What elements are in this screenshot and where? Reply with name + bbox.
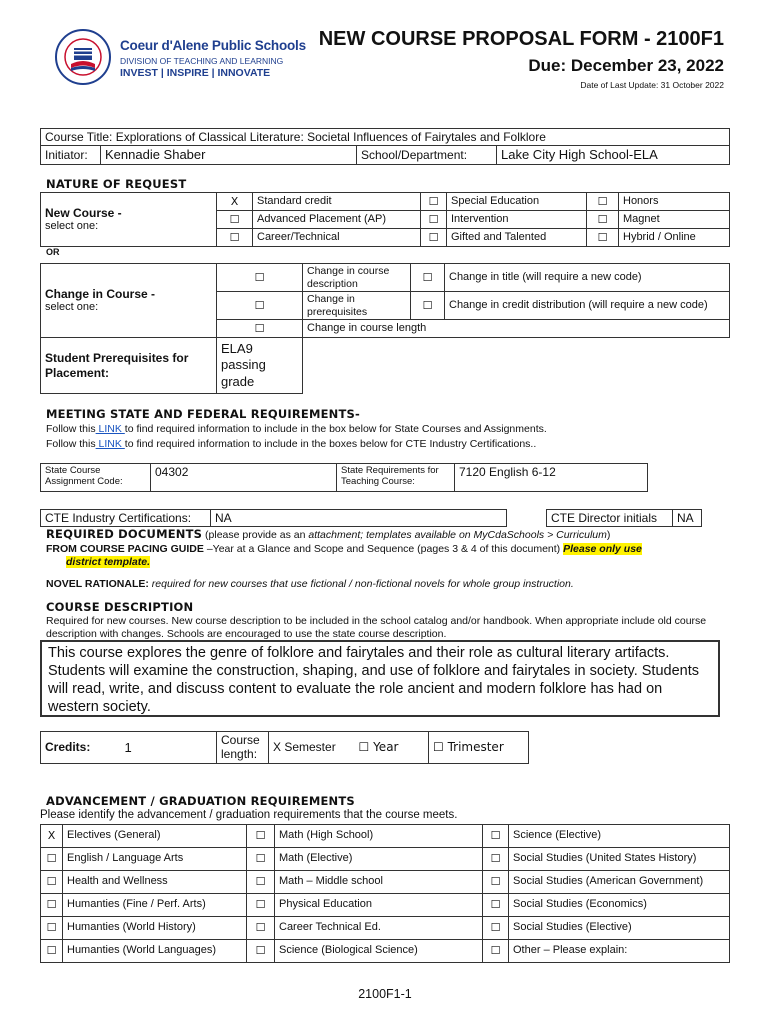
prereq-blank — [303, 338, 730, 394]
req-ss-elective: Social Studies (Elective) — [509, 917, 730, 940]
checkbox-electives[interactable]: X — [41, 825, 63, 848]
option-change-title: Change in title (will require a new code) — [445, 264, 730, 292]
req-world-languages: Humanties (World Languages) — [63, 940, 247, 963]
checkbox-special-ed[interactable]: ☐ — [421, 193, 447, 211]
option-career: Career/Technical — [253, 229, 421, 247]
required-note-pre: (please provide as an — [202, 529, 309, 541]
description-heading: COURSE DESCRIPTION — [46, 600, 194, 614]
new-course-label-cell — [41, 193, 217, 247]
advancement-table — [40, 824, 730, 963]
cte-certifications-link[interactable]: LINK — [95, 438, 125, 450]
cte-director-value[interactable]: NA — [673, 510, 702, 527]
req-fine-arts: Humanties (Fine / Perf. Arts) — [63, 894, 247, 917]
last-update: Date of Last Update: 31 October 2022 — [580, 80, 724, 90]
checkbox-gifted[interactable]: ☐ — [421, 229, 447, 247]
checkbox-ap[interactable]: ☐ — [217, 211, 253, 229]
checkbox-economics[interactable]: ☐ — [483, 894, 509, 917]
req-world-history: Humanties (World History) — [63, 917, 247, 940]
division-name: DIVISION OF TEACHING AND LEARNING — [120, 56, 284, 66]
checkbox-fine-arts[interactable]: ☐ — [41, 894, 63, 917]
option-change-length: Change in course length — [303, 320, 730, 338]
req-electives: Electives (General) — [63, 825, 247, 848]
credits-table — [40, 731, 529, 764]
credits-value[interactable]: 1 — [121, 732, 217, 764]
state-courses-link[interactable]: LINK — [95, 423, 125, 435]
state-req-label: State Requirements for Teaching Course: — [337, 464, 455, 492]
required-heading: REQUIRED DOCUMENTS — [46, 527, 203, 541]
meeting-line1 — [46, 423, 547, 435]
checkbox-math-hs[interactable]: ☐ — [247, 825, 275, 848]
semester-option[interactable]: X Semester — [269, 732, 355, 764]
pacing-highlight-2: district template. — [66, 556, 151, 568]
option-change-prereq: Change in prerequisites — [303, 292, 411, 320]
checkbox-ss-elective[interactable]: ☐ — [483, 917, 509, 940]
meeting-line2-post: to find required information to include in the boxes below for CTE Industry Certifications.. — [124, 438, 537, 450]
req-math-ms: Math – Middle school — [275, 871, 483, 894]
pacing-text: –Year at a Glance and Scope and Sequence (pages 3 & 4 of this document) — [203, 543, 564, 555]
req-math-elective: Math (Elective) — [275, 848, 483, 871]
checkbox-world-history[interactable]: ☐ — [41, 917, 63, 940]
advancement-row — [41, 917, 730, 940]
checkbox-english[interactable]: ☐ — [41, 848, 63, 871]
meeting-line2-pre: Follow this — [46, 438, 96, 450]
form-title: NEW COURSE PROPOSAL FORM - 2100F1 — [318, 28, 724, 50]
checkbox-honors[interactable]: ☐ — [587, 193, 619, 211]
option-gifted: Gifted and Talented — [447, 229, 587, 247]
pacing-highlight-1: Please only use — [563, 543, 642, 555]
req-pe: Physical Education — [275, 894, 483, 917]
district-seal-icon — [54, 28, 112, 86]
advancement-row — [41, 825, 730, 848]
checkbox-change-credit[interactable]: ☐ — [411, 292, 445, 320]
req-health: Health and Wellness — [63, 871, 247, 894]
change-course-label: Change in Course - — [45, 286, 156, 301]
checkbox-other[interactable]: ☐ — [483, 940, 509, 963]
checkbox-health[interactable]: ☐ — [41, 871, 63, 894]
cte-table — [40, 509, 702, 527]
district-motto: INVEST | INSPIRE | INNOVATE — [120, 67, 271, 79]
checkbox-bio-science[interactable]: ☐ — [247, 940, 275, 963]
cte-blank — [507, 510, 547, 527]
checkbox-math-elective[interactable]: ☐ — [247, 848, 275, 871]
req-other: Other – Please explain: — [509, 940, 730, 963]
change-course-label-cell — [41, 264, 217, 338]
due-date: Due: December 23, 2022 — [528, 56, 724, 75]
novel-bold: NOVEL RATIONALE: — [46, 578, 149, 590]
req-math-hs: Math (High School) — [275, 825, 483, 848]
meeting-line1-post: to find required information to include in the box below for State Courses and Assignments. — [124, 423, 547, 435]
change-course-select: select one: — [45, 301, 99, 314]
change-course-table — [40, 263, 730, 394]
req-american-gov: Social Studies (American Government) — [509, 871, 730, 894]
checkbox-intervention[interactable]: ☐ — [421, 211, 447, 229]
option-change-credit: Change in credit distribution (will require a new code) — [445, 292, 730, 320]
checkbox-us-history[interactable]: ☐ — [483, 848, 509, 871]
checkbox-magnet[interactable]: ☐ — [587, 211, 619, 229]
credits-label: Credits: — [41, 732, 121, 764]
prereq-label: Student Prerequisites for Placement: — [41, 338, 217, 394]
checkbox-american-gov[interactable]: ☐ — [483, 871, 509, 894]
option-hybrid: Hybrid / Online — [619, 229, 730, 247]
district-name: Coeur d'Alene Public Schools — [120, 38, 306, 53]
district-logo — [54, 28, 306, 84]
description-text[interactable]: This course explores the genre of folklore and fairytales and their role as cultural literary artifacts. Students will examine the construction, shaping, and use of folklore and fairytales in society. Students will read, write, and discuss content to evaluate the role ancient and modern folklore has had on western society. — [40, 640, 720, 717]
option-special-ed: Special Education — [447, 193, 587, 211]
cte-label: CTE Industry Certifications: — [41, 510, 211, 527]
option-honors: Honors — [619, 193, 730, 211]
department-label: School/Department: — [357, 146, 497, 165]
course-length-label: Course length: — [217, 732, 269, 764]
page-number: 2100F1-1 — [358, 987, 412, 1001]
state-req-value[interactable]: 7120 English 6-12 — [455, 464, 648, 492]
year-option[interactable]: ☐ Year — [355, 732, 429, 764]
checkbox-change-length[interactable]: ☐ — [217, 320, 303, 338]
cte-director-label: CTE Director initials — [547, 510, 673, 527]
checkbox-science-elective[interactable]: ☐ — [483, 825, 509, 848]
novel-text: required for new courses that use fictional / non-fictional novels for whole group instruction. — [148, 578, 574, 590]
required-note-em: attachment; templates available on MyCdaSchools > Curriculum — [308, 529, 607, 541]
pacing-guide-line — [46, 543, 642, 555]
checkbox-change-desc[interactable]: ☐ — [217, 264, 303, 292]
prereq-value[interactable]: ELA9 passing grade — [217, 338, 303, 394]
description-instructions: Required for new courses. New course description to be included in the school catalog and/or handbook. When appropriate include old course description with changes. Schools are encouraged to use the state course description. — [46, 615, 707, 641]
department-value[interactable]: Lake City High School-ELA — [497, 146, 730, 165]
new-course-table — [40, 192, 730, 247]
required-docs-line — [46, 527, 610, 541]
trimester-option[interactable]: ☐ Trimester — [429, 732, 529, 764]
initiator-label: Initiator: — [41, 146, 101, 165]
req-cte: Career Technical Ed. — [275, 917, 483, 940]
checkbox-hybrid[interactable]: ☐ — [587, 229, 619, 247]
novel-rationale-line — [46, 578, 574, 590]
option-intervention: Intervention — [447, 211, 587, 229]
option-change-desc: Change in course description — [303, 264, 411, 292]
req-science-elective: Science (Elective) — [509, 825, 730, 848]
req-us-history: Social Studies (United States History) — [509, 848, 730, 871]
checkbox-change-title[interactable]: ☐ — [411, 264, 445, 292]
req-economics: Social Studies (Economics) — [509, 894, 730, 917]
checkbox-cte[interactable]: ☐ — [247, 917, 275, 940]
new-course-label: New Course - — [45, 205, 122, 220]
state-code-value[interactable]: 04302 — [151, 464, 337, 492]
checkbox-career[interactable]: ☐ — [217, 229, 253, 247]
advancement-row — [41, 894, 730, 917]
advancement-row — [41, 848, 730, 871]
initiator-value[interactable]: Kennadie Shaber — [101, 146, 357, 165]
course-info-table — [40, 128, 730, 165]
advancement-row — [41, 940, 730, 963]
req-bio-science: Science (Biological Science) — [275, 940, 483, 963]
checkbox-standard[interactable]: X — [217, 193, 253, 211]
checkbox-change-prereq[interactable]: ☐ — [217, 292, 303, 320]
pacing-bold: FROM COURSE PACING GUIDE — [46, 543, 204, 555]
nature-heading: NATURE OF REQUEST — [46, 177, 187, 191]
or-label: OR — [46, 247, 60, 257]
checkbox-pe[interactable]: ☐ — [247, 894, 275, 917]
meeting-line2 — [46, 438, 536, 450]
req-english: English / Language Arts — [63, 848, 247, 871]
cte-value[interactable]: NA — [211, 510, 507, 527]
state-course-table — [40, 463, 648, 492]
meeting-line1-pre: Follow this — [46, 423, 96, 435]
option-standard: Standard credit — [253, 193, 421, 211]
advancement-instructions: Please identify the advancement / graduation requirements that the course meets. — [40, 809, 458, 821]
meeting-heading: MEETING STATE AND FEDERAL REQUIREMENTS- — [46, 407, 361, 421]
state-code-label: State Course Assignment Code: — [41, 464, 151, 492]
checkbox-math-ms[interactable]: ☐ — [247, 871, 275, 894]
checkbox-world-languages[interactable]: ☐ — [41, 940, 63, 963]
option-ap: Advanced Placement (AP) — [253, 211, 421, 229]
course-title: Course Title: Explorations of Classical Literature: Societal Influences of Fairytales and Folklore — [41, 129, 730, 146]
pacing-guide-line2 — [66, 556, 150, 568]
option-magnet: Magnet — [619, 211, 730, 229]
advancement-row — [41, 871, 730, 894]
advancement-heading: ADVANCEMENT / GRADUATION REQUIREMENTS — [46, 794, 355, 808]
required-note-post: ) — [606, 529, 611, 541]
new-course-select: select one: — [45, 220, 99, 233]
